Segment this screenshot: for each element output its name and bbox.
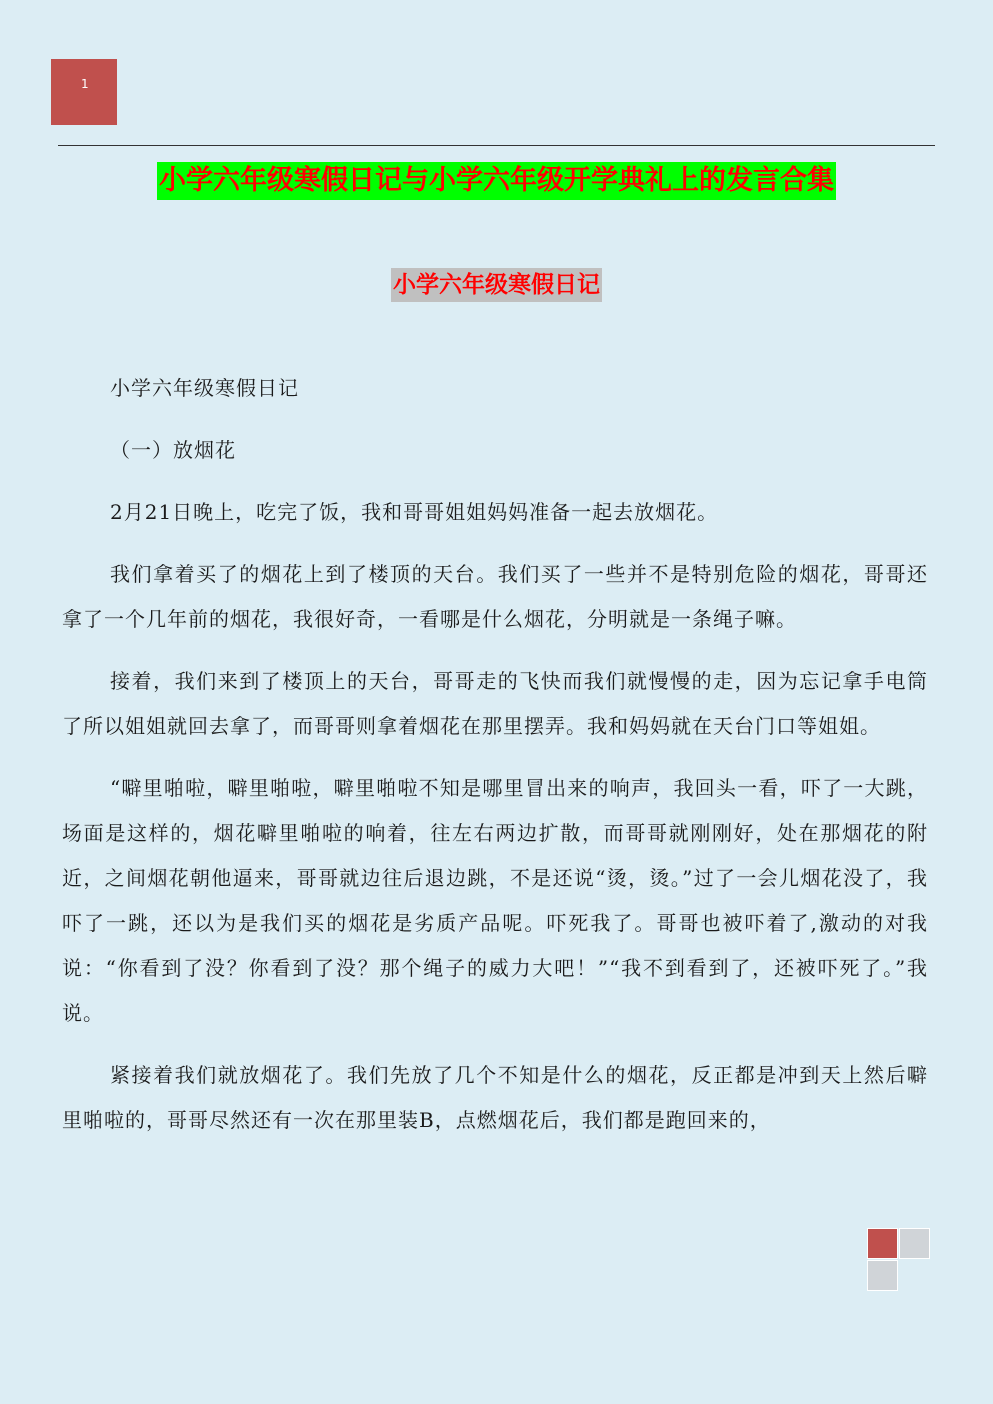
paragraph: 接着，我们来到了楼顶上的天台，哥哥走的飞快而我们就慢慢的走，因为忘记拿手电筒了所以姐姐就回去拿了，而哥哥则拿着烟花在那里摆弄。我和妈妈就在天台门口等姐姐。 <box>62 669 928 738</box>
page-number-badge <box>51 59 117 125</box>
decor-square-gray <box>899 1228 930 1259</box>
paragraph: 小学六年级寒假日记 <box>110 376 299 400</box>
main-title: 小学六年级寒假日记与小学六年级开学典礼上的发言合集 <box>157 162 836 200</box>
section-title-container <box>0 268 993 302</box>
paragraph: 2月21日晚上，吃完了饭，我和哥哥姐姐妈妈准备一起去放烟花。 <box>110 500 719 524</box>
header-divider <box>58 145 935 146</box>
decor-square-gray <box>867 1260 898 1291</box>
corner-decoration <box>867 1228 933 1294</box>
paragraph: （一）放烟花 <box>110 438 236 462</box>
paragraph: 我们拿着买了的烟花上到了楼顶的天台。我们买了一些并不是特别危险的烟花，哥哥还拿了一个几年前的烟花，我很好奇，一看哪是什么烟花，分明就是一条绳子嘛。 <box>62 562 928 631</box>
decor-square-red <box>867 1228 898 1259</box>
document-body <box>62 366 928 1160</box>
section-title: 小学六年级寒假日记 <box>391 268 602 302</box>
main-title-container <box>0 162 993 200</box>
page-number: 1 <box>81 77 89 91</box>
paragraph: “噼里啪啦，噼里啪啦，噼里啪啦不知是哪里冒出来的响声，我回头一看，吓了一大跳，场面是这样的，烟花噼里啪啦的响着，往左右两边扩散，而哥哥就刚刚好，处在那烟花的附近，之间烟花朝他逼来，哥哥就边往后退边跳，不是还说“烫，烫。”过了一会儿烟花没了，我吓了一跳，还以为是我们买的烟花是劣质产品呢。吓死我了。哥哥也被吓着了,激动的对我说：“你看到了没？你看到了没？那个绳子的威力大吧！”“我不到看到了，还被吓死了。”我说。 <box>62 776 928 1025</box>
paragraph: 紧接着我们就放烟花了。我们先放了几个不知是什么的烟花，反正都是冲到天上然后噼里啪啦的，哥哥尽然还有一次在那里装B，点燃烟花后，我们都是跑回来的， <box>62 1063 928 1132</box>
